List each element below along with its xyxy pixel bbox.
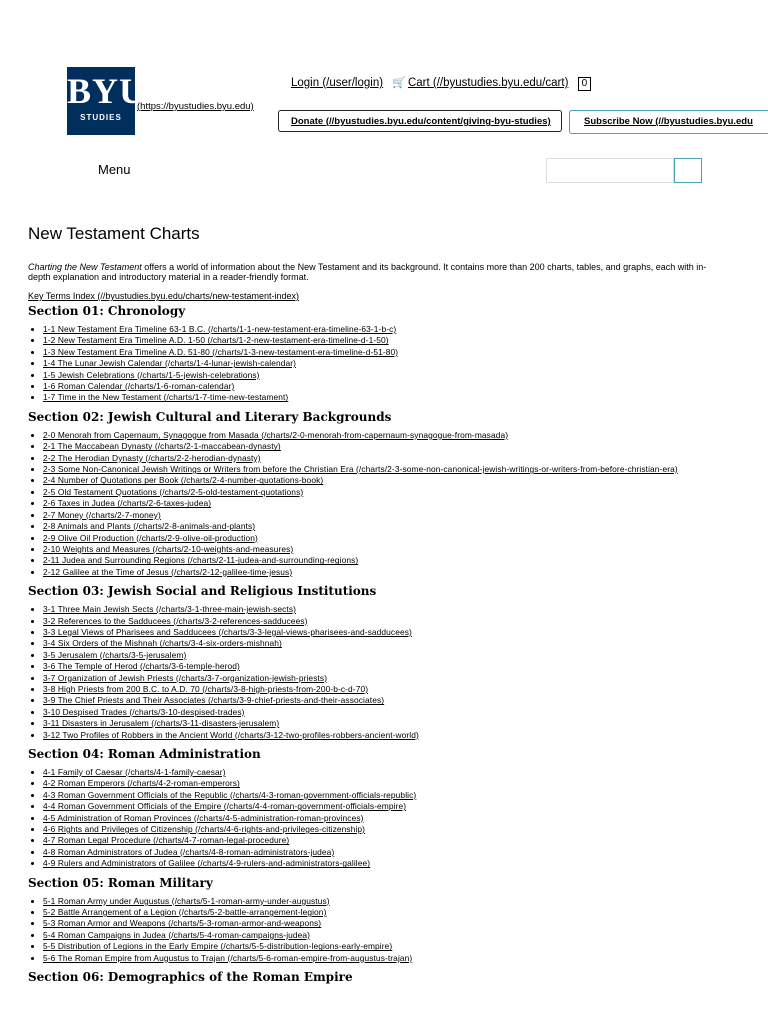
section-title: Section 05: Roman Military xyxy=(28,875,213,890)
list-item xyxy=(43,487,758,498)
chart-link[interactable]: 1-7 Time in the New Testament (/charts/1-7-time-new-testament) xyxy=(43,392,289,403)
chart-link[interactable]: 4-1 Family of Caesar (/charts/4-1-family-caesar) xyxy=(43,767,226,777)
account-links xyxy=(291,76,591,91)
cart-count-badge: 0 xyxy=(578,77,592,91)
list-item xyxy=(43,544,758,555)
chart-link[interactable]: 1-4 The Lunar Jewish Calendar (/charts/1-4-lunar-jewish-calendar) xyxy=(43,358,297,369)
chart-link[interactable]: 1-3 New Testament Era Timeline A.D. 51-80 (/charts/1-3-new-testament-era-timeline-d-51-80) xyxy=(43,346,399,357)
chart-link[interactable]: 2-8 Animals and Plants (/charts/2-8-animals-and-plants) xyxy=(43,521,256,532)
chart-sections xyxy=(28,303,758,985)
chart-link[interactable]: 2-11 Judea and Surrounding Regions (/charts/2-11-judea-and-surrounding-regions) xyxy=(43,555,359,566)
subscribe-button[interactable]: Subscribe Now (//byustudies.byu.edu xyxy=(569,110,768,134)
list-item xyxy=(43,604,758,615)
chart-list xyxy=(28,324,758,404)
chart-link[interactable]: 5-5 Distribution of Legions in the Early Empire (/charts/5-5-distribution-legions-early-empire) xyxy=(43,941,393,952)
list-item xyxy=(43,627,758,638)
chart-list xyxy=(28,767,758,870)
chart-link[interactable]: 2-6 Taxes in Judea (/charts/2-6-taxes-judea) xyxy=(43,498,212,509)
chart-list xyxy=(28,430,758,578)
list-item xyxy=(43,953,758,964)
chart-list xyxy=(28,604,758,741)
chart-link[interactable]: 4-6 Rights and Privileges of Citizenship (/charts/4-6-rights-and-privileges-citizenship) xyxy=(43,824,366,835)
cart-icon: 🛒 xyxy=(392,77,406,89)
chart-link[interactable]: 2-12 Galilee at the Time of Jesus (/charts/2-12-galilee-time-jesus) xyxy=(43,566,293,577)
chart-link[interactable]: 3-9 The Chief Priests and Their Associates (/charts/3-9-chief-priests-and-their-associates) xyxy=(43,695,385,706)
list-item xyxy=(43,673,758,684)
chart-link[interactable]: 3-4 Six Orders of the Mishnah (/charts/3-4-six-orders-mishnah) xyxy=(43,638,282,649)
chart-link[interactable]: 4-8 Roman Administrators of Judea (/charts/4-8-roman-administrators-judea) xyxy=(43,846,335,857)
chart-link[interactable]: 4-3 Roman Government Officials of the Republic (/charts/4-3-roman-government-officials-republic) xyxy=(43,789,417,800)
list-item xyxy=(43,847,758,858)
donate-button[interactable]: Donate (//byustudies.byu.edu/content/giving-byu-studies) xyxy=(278,110,562,132)
chart-link[interactable]: 2-0 Menorah from Capernaum, Synagogue from Masada (/charts/2-0-menorah-from-capernaum-synagogue-from-masada) xyxy=(43,429,509,440)
list-item xyxy=(43,941,758,952)
chart-link[interactable]: 3-7 Organization of Jewish Priests (/charts/3-7-organization-jewish-priests) xyxy=(43,672,328,683)
chart-link[interactable]: 3-2 References to the Sadducees (/charts/3-2-references-sadducees) xyxy=(43,615,308,626)
chart-link[interactable]: 4-4 Roman Government Officials of the Empire (/charts/4-4-roman-government-officials-empire) xyxy=(43,801,407,812)
list-item xyxy=(43,430,758,441)
chart-link[interactable]: 2-7 Money (/charts/2-7-money) xyxy=(43,509,161,520)
list-item xyxy=(43,347,758,358)
list-item xyxy=(43,533,758,544)
byu-studies-logo[interactable] xyxy=(67,67,147,135)
list-item xyxy=(43,695,758,706)
section-title: Section 02: Jewish Cultural and Literary Backgrounds xyxy=(28,409,392,424)
chart-link[interactable]: 3-11 Disasters in Jerusalem (/charts/3-11-disasters-jerusalem) xyxy=(43,718,280,729)
list-item xyxy=(43,441,758,452)
list-item xyxy=(43,555,758,566)
section-title: Section 06: Demographics of the Roman Empire xyxy=(28,970,353,985)
search-button[interactable] xyxy=(674,158,702,183)
list-item xyxy=(43,896,758,907)
list-item xyxy=(43,521,758,532)
list-item xyxy=(43,907,758,918)
list-item xyxy=(43,767,758,778)
list-item xyxy=(43,650,758,661)
chart-link[interactable]: 5-1 Roman Army under Augustus (/charts/5-1-roman-army-under-augustus) xyxy=(43,895,330,906)
chart-link[interactable]: 2-4 Number of Quotations per Book (/charts/2-4-number-quotations-book) xyxy=(43,475,324,486)
list-item xyxy=(43,707,758,718)
list-item xyxy=(43,824,758,835)
section-title: Section 04: Roman Administration xyxy=(28,747,261,761)
chart-link[interactable]: 2-3 Some Non-Canonical Jewish Writings or Writers from before the Christian Era (/charts/2-3-some-non-canonical-jewish-writings-or-writers-from-before-christian-era) xyxy=(43,464,678,475)
intro-paragraph xyxy=(28,262,728,282)
logo-main-text: BYU xyxy=(67,71,147,111)
list-item xyxy=(43,381,758,392)
chart-link[interactable]: 1-1 New Testament Era Timeline 63-1 B.C. (/charts/1-1-new-testament-era-timeline-63-1-b-c) xyxy=(43,324,397,334)
chart-link[interactable]: 2-10 Weights and Measures (/charts/2-10-weights-and-measures) xyxy=(43,543,294,554)
chart-link[interactable]: 2-9 Olive Oil Production (/charts/2-9-olive-oil-production) xyxy=(43,532,258,543)
list-item xyxy=(43,718,758,729)
chart-link[interactable]: 5-4 Roman Campaigns in Judea (/charts/5-4-roman-campaigns-judea) xyxy=(43,929,311,940)
list-item xyxy=(43,858,758,869)
list-item xyxy=(43,684,758,695)
list-item xyxy=(43,392,758,403)
chart-link[interactable]: 3-10 Despised Trades (/charts/3-10-despised-trades) xyxy=(43,706,245,717)
chart-link[interactable]: 4-9 Rulers and Administrators of Galilee (/charts/4-9-rulers-and-administrators-galilee) xyxy=(43,858,371,869)
list-item xyxy=(43,370,758,381)
chart-link[interactable]: 3-12 Two Profiles of Robbers in the Ancient World (/charts/3-12-two-profiles-robbers-ancient-world) xyxy=(43,729,419,740)
list-item xyxy=(43,358,758,369)
list-item xyxy=(43,730,758,741)
logo-sub-text: STUDIES xyxy=(80,113,122,122)
chart-link[interactable]: 2-1 The Maccabean Dynasty (/charts/2-1-maccabean-dynasty) xyxy=(43,441,281,452)
list-item xyxy=(43,453,758,464)
key-terms-index-link[interactable]: Key Terms Index (//byustudies.byu.edu/charts/new-testament-index) xyxy=(28,291,299,301)
list-item xyxy=(43,616,758,627)
chart-link[interactable]: 3-5 Jerusalem (/charts/3-5-jerusalem) xyxy=(43,649,187,660)
list-item xyxy=(43,324,758,335)
list-item xyxy=(43,790,758,801)
list-item xyxy=(43,638,758,649)
chart-link[interactable]: 2-5 Old Testament Quotations (/charts/2-5-old-testament-quotations) xyxy=(43,486,304,497)
section-title: Section 01: Chronology xyxy=(28,304,186,318)
chart-link[interactable]: 3-8 High Priests from 200 B.C. to A.D. 70 (/charts/3-8-high-priests-from-200-b-c-d-70) xyxy=(43,683,369,694)
menu-toggle[interactable]: Menu xyxy=(98,162,131,177)
list-item xyxy=(43,930,758,941)
list-item xyxy=(43,661,758,672)
chart-link[interactable]: 3-1 Three Main Jewish Sects (/charts/3-1-three-main-jewish-sects) xyxy=(43,604,297,615)
chart-list xyxy=(28,896,758,964)
chart-link[interactable]: 1-2 New Testament Era Timeline A.D. 1-50 (/charts/1-2-new-testament-era-timeline-d-1-50) xyxy=(43,335,389,346)
list-item xyxy=(43,567,758,578)
chart-link[interactable]: 3-6 The Temple of Herod (/charts/3-6-temple-herod) xyxy=(43,661,240,672)
cart-link[interactable]: Cart (//byustudies.byu.edu/cart) xyxy=(407,77,569,89)
chart-link[interactable]: 3-3 Legal Views of Pharisees and Sadducees (/charts/3-3-legal-views-pharisees-and-sadducees) xyxy=(43,626,412,637)
chart-link[interactable]: 2-2 The Herodian Dynasty (/charts/2-2-herodian-dynasty) xyxy=(43,452,261,463)
list-item xyxy=(43,801,758,812)
login-link[interactable]: Login (/user/login) xyxy=(291,77,384,89)
chart-link[interactable]: 5-2 Battle Arrangement of a Legion (/charts/5-2-battle-arrangement-legion) xyxy=(43,907,327,918)
chart-link[interactable]: 5-6 The Roman Empire from Augustus to Trajan (/charts/5-6-roman-empire-from-augustus-trajan) xyxy=(43,952,413,963)
page-title: New Testament Charts xyxy=(28,224,200,243)
chart-link[interactable]: 1-5 Jewish Celebrations (/charts/1-5-jewish-celebrations) xyxy=(43,369,260,380)
list-item xyxy=(43,778,758,789)
list-item xyxy=(43,475,758,486)
chart-link[interactable]: 4-2 Roman Emperors (/charts/4-2-roman-emperors) xyxy=(43,778,240,789)
intro-text: offers a world of information about the New Testament and its background. It contains more than 200 charts, tables, and graphs, each with in-depth explanation and introductory material in a reader-friendly format. xyxy=(28,262,707,282)
chart-link[interactable]: 1-6 Roman Calendar (/charts/1-6-roman-calendar) xyxy=(43,381,235,392)
list-item xyxy=(43,918,758,929)
list-item xyxy=(43,813,758,824)
logo-link[interactable]: (https://byustudies.byu.edu) xyxy=(137,101,254,112)
chart-link[interactable]: 5-3 Roman Armor and Weapons (/charts/5-3-roman-armor-and-weapons) xyxy=(43,918,322,929)
list-item xyxy=(43,835,758,846)
list-item xyxy=(43,510,758,521)
list-item xyxy=(43,335,758,346)
chart-link[interactable]: 4-5 Administration of Roman Provinces (/charts/4-5-administration-roman-provinces) xyxy=(43,812,364,823)
chart-link[interactable]: 4-7 Roman Legal Procedure (/charts/4-7-roman-legal-procedure) xyxy=(43,835,290,846)
list-item xyxy=(43,464,758,475)
search-input[interactable] xyxy=(546,158,674,183)
list-item xyxy=(43,498,758,509)
section-title: Section 03: Jewish Social and Religious Institutions xyxy=(28,584,377,599)
intro-book-title: Charting the New Testament xyxy=(28,262,142,272)
